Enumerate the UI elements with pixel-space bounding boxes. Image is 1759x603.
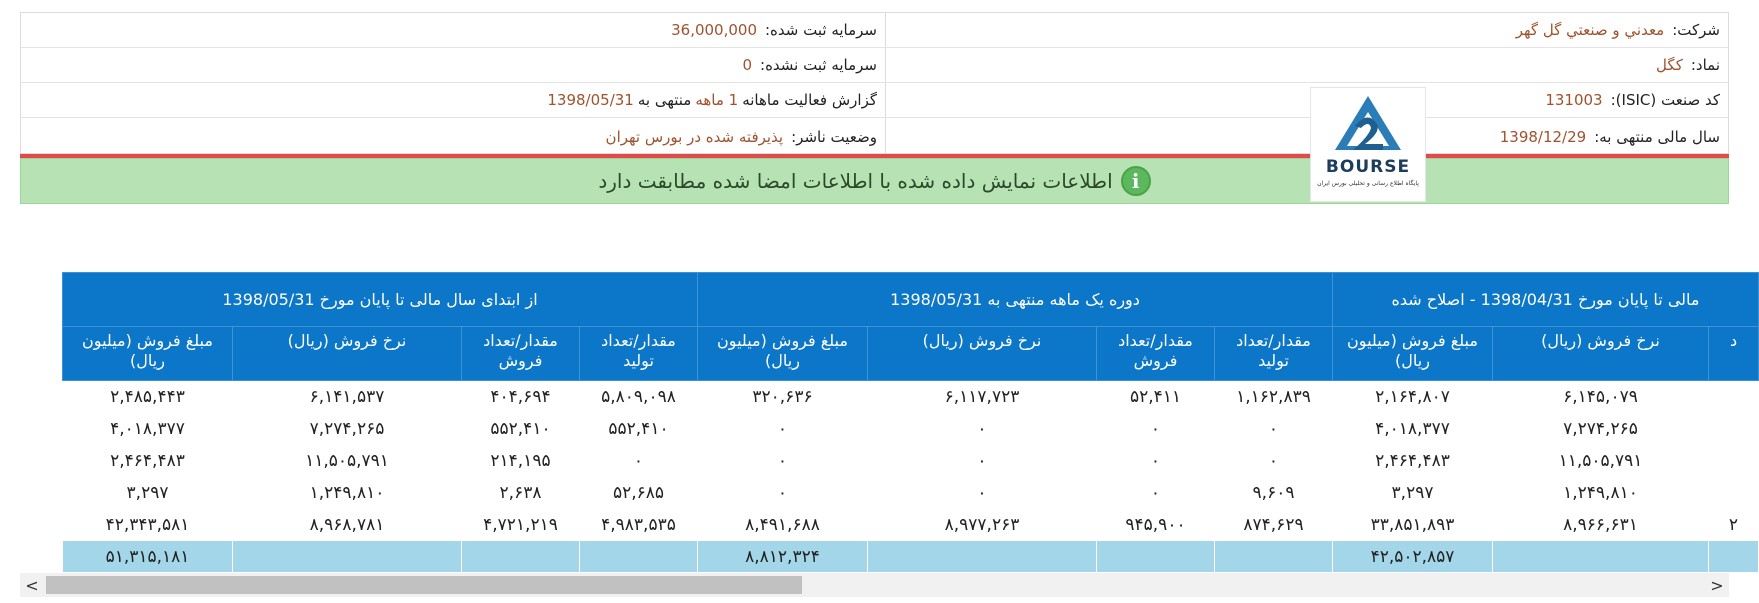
table-row [63, 445, 1759, 477]
table-cell: ۵۵۲,۴۱۰ [580, 413, 698, 445]
table-row [63, 413, 1759, 445]
report-mid: منتهی به [637, 91, 692, 109]
column-header-row [63, 327, 1759, 381]
report-label: گزارش فعالیت ماهانه [742, 91, 877, 109]
sales-table-container [20, 272, 1739, 573]
table-cell [1709, 381, 1759, 413]
table-cell: ۸,۹۷۷,۲۶۳ [868, 509, 1097, 541]
fiscal-value: 1398/12/29 [1499, 127, 1587, 146]
table-cell: ۶,۱۴۵,۰۷۹ [1493, 381, 1709, 413]
registered-capital-value: 36,000,000 [671, 21, 757, 39]
table-cell: ۱,۱۶۲,۸۳۹ [1215, 381, 1333, 413]
isic-label: کد صنعت (ISIC): [1610, 91, 1720, 109]
col-header: نرخ فروش (ریال) [868, 327, 1097, 381]
table-cell: ۵۲,۴۱۱ [1097, 381, 1215, 413]
total-row [63, 541, 1759, 573]
table-cell [233, 541, 462, 573]
table-cell [1097, 541, 1215, 573]
fiscal-label: سال مالی منتهی به: [1594, 127, 1720, 146]
table-cell [1709, 445, 1759, 477]
registered-capital-cell [19, 13, 885, 47]
table-cell: ۰ [1215, 445, 1333, 477]
company-label: شرکت: [1672, 21, 1720, 39]
isic-cell [885, 83, 1728, 117]
table-cell [1709, 477, 1759, 509]
info-icon: i [1121, 166, 1151, 196]
report-months: 1 ماهه [695, 91, 739, 109]
col-header: مبلغ فروش (میلیون ریال) [1333, 327, 1493, 381]
col-header: مبلغ فروش (میلیون ریال) [698, 327, 868, 381]
col-header: نرخ فروش (ریال) [233, 327, 462, 381]
info-row-fiscal [21, 118, 1728, 155]
isic-value: 131003 [1545, 91, 1603, 109]
table-cell: ۶,۱۱۷,۷۲۳ [868, 381, 1097, 413]
sales-table [62, 272, 1759, 573]
col-header: مقدار/تعداد فروش [462, 327, 580, 381]
table-cell: ۸,۸۱۲,۳۲۴ [698, 541, 868, 573]
group-header-ytd: از ابتدای سال مالی تا پایان مورخ 1398/05/31 [63, 273, 698, 327]
publisher-value: پذیرفته شده در بورس تهران [605, 127, 784, 146]
table-cell: ۱,۲۴۹,۸۱۰ [1493, 477, 1709, 509]
table-cell: ۳۳,۸۵۱,۸۹۳ [1333, 509, 1493, 541]
table-cell: ۰ [868, 477, 1097, 509]
table-cell [1709, 541, 1759, 573]
table-cell: ۷,۲۷۴,۲۶۵ [233, 413, 462, 445]
table-cell: ۹,۶۰۹ [1215, 477, 1333, 509]
table-cell: ۷,۲۷۴,۲۶۵ [1493, 413, 1709, 445]
logo-subtitle: پایگاه اطلاع رسانی و تحلیلی بورس ایران [1317, 180, 1419, 187]
company-info-panel [20, 12, 1729, 154]
table-cell: ۱۱,۵۰۵,۷۹۱ [1493, 445, 1709, 477]
table-cell: ۳,۲۹۷ [63, 477, 233, 509]
horizontal-scrollbar[interactable] [20, 573, 1729, 597]
table-cell: ۸,۹۶۶,۶۳۱ [1493, 509, 1709, 541]
table-cell: ۴,۰۱۸,۳۷۷ [63, 413, 233, 445]
table-cell: ۰ [868, 413, 1097, 445]
table-cell: ۲,۱۶۴,۸۰۷ [1333, 381, 1493, 413]
report-date: 1398/05/31 [547, 91, 634, 109]
table-cell: ۱,۲۴۹,۸۱۰ [233, 477, 462, 509]
col-header: نرخ فروش (ریال) [1493, 327, 1709, 381]
table-row [63, 381, 1759, 413]
table-cell: ۵۱,۳۱۵,۱۸۱ [63, 541, 233, 573]
table-cell: ۵۵۲,۴۱۰ [462, 413, 580, 445]
table-cell: ۲ [1709, 509, 1759, 541]
publisher-cell [19, 118, 885, 155]
table-cell [580, 541, 698, 573]
table-cell: ۹۴۵,۹۰۰ [1097, 509, 1215, 541]
table-cell: ۰ [868, 445, 1097, 477]
table-cell: ۳,۲۹۷ [1333, 477, 1493, 509]
table-cell: ۰ [1097, 413, 1215, 445]
symbol-label: نماد: [1690, 56, 1720, 74]
table-cell: ۰ [1215, 413, 1333, 445]
symbol-cell [885, 48, 1728, 82]
unregistered-capital-label: سرمایه ثبت نشده: [760, 56, 877, 74]
table-cell: ۳۲۰,۶۳۶ [698, 381, 868, 413]
table-cell [868, 541, 1097, 573]
info-row-company [21, 13, 1728, 48]
verified-notice [20, 158, 1729, 204]
table-cell: ۲,۴۸۵,۴۴۳ [63, 381, 233, 413]
logo-text: BOURSE [1325, 157, 1411, 177]
symbol-value: کگل [1656, 56, 1683, 74]
table-cell: ۸,۴۹۱,۶۸۸ [698, 509, 868, 541]
info-row-isic [21, 83, 1728, 118]
table-cell: ۰ [1097, 445, 1215, 477]
table-cell: ۲,۴۶۴,۴۸۳ [63, 445, 233, 477]
col-header: مقدار/تعداد تولید [580, 327, 698, 381]
table-cell: ۱۱,۵۰۵,۷۹۱ [233, 445, 462, 477]
bourse-logo [1310, 87, 1426, 202]
unregistered-capital-cell [19, 48, 885, 82]
table-cell: ۴,۷۲۱,۲۱۹ [462, 509, 580, 541]
col-header: مقدار/تعداد تولید [1215, 327, 1333, 381]
group-header-row [63, 273, 1759, 327]
table-cell: ۶,۱۴۱,۵۳۷ [233, 381, 462, 413]
scroll-left-arrow-icon[interactable]: < [25, 575, 39, 595]
group-header-month: دوره یک ماهه منتهی به 1398/05/31 [698, 273, 1333, 327]
registered-capital-label: سرمایه ثبت شده: [765, 21, 877, 39]
report-cell [19, 83, 885, 117]
table-cell [462, 541, 580, 573]
table-cell: ۰ [698, 477, 868, 509]
table-cell: ۵,۸۰۹,۰۹۸ [580, 381, 698, 413]
scroll-thumb[interactable] [46, 576, 802, 594]
table-cell: ۲,۴۶۴,۴۸۳ [1333, 445, 1493, 477]
table-cell [1709, 413, 1759, 445]
company-cell [885, 13, 1728, 47]
col-header: د [1709, 327, 1759, 381]
table-cell: ۴۰۴,۶۹۴ [462, 381, 580, 413]
company-value: معدني و صنعتي گل گهر [1515, 21, 1665, 39]
table-cell: ۰ [1097, 477, 1215, 509]
table-row [63, 509, 1759, 541]
table-cell: ۸,۹۶۸,۷۸۱ [233, 509, 462, 541]
table-row [63, 477, 1759, 509]
table-body [63, 381, 1759, 573]
table-cell: ۰ [698, 413, 868, 445]
table-cell: ۴۲,۳۴۳,۵۸۱ [63, 509, 233, 541]
table-cell: ۴۲,۵۰۲,۸۵۷ [1333, 541, 1493, 573]
table-cell: ۴,۰۱۸,۳۷۷ [1333, 413, 1493, 445]
table-cell: ۴,۹۸۳,۵۳۵ [580, 509, 698, 541]
info-row-symbol [21, 48, 1728, 83]
scroll-right-arrow-icon[interactable]: > [1710, 575, 1724, 595]
table-cell: ۰ [580, 445, 698, 477]
unregistered-capital-value: 0 [742, 56, 753, 74]
table-cell [1215, 541, 1333, 573]
table-cell: ۲,۶۳۸ [462, 477, 580, 509]
table-cell: ۰ [698, 445, 868, 477]
table-cell: ۸۷۴,۶۲۹ [1215, 509, 1333, 541]
fiscal-cell [885, 118, 1728, 155]
col-header: مبلغ فروش (میلیون ریال) [63, 327, 233, 381]
table-cell: ۲۱۴,۱۹۵ [462, 445, 580, 477]
col-header: مقدار/تعداد فروش [1097, 327, 1215, 381]
publisher-label: وضعیت ناشر: [791, 127, 877, 146]
table-cell [1493, 541, 1709, 573]
notice-text: اطلاعات نمایش داده شده با اطلاعات امضا شده مطابقت دارد [598, 169, 1113, 193]
group-header-prev: مالی تا پایان مورخ 1398/04/31 - اصلاح شده [1333, 273, 1759, 327]
table-cell: ۵۲,۶۸۵ [580, 477, 698, 509]
